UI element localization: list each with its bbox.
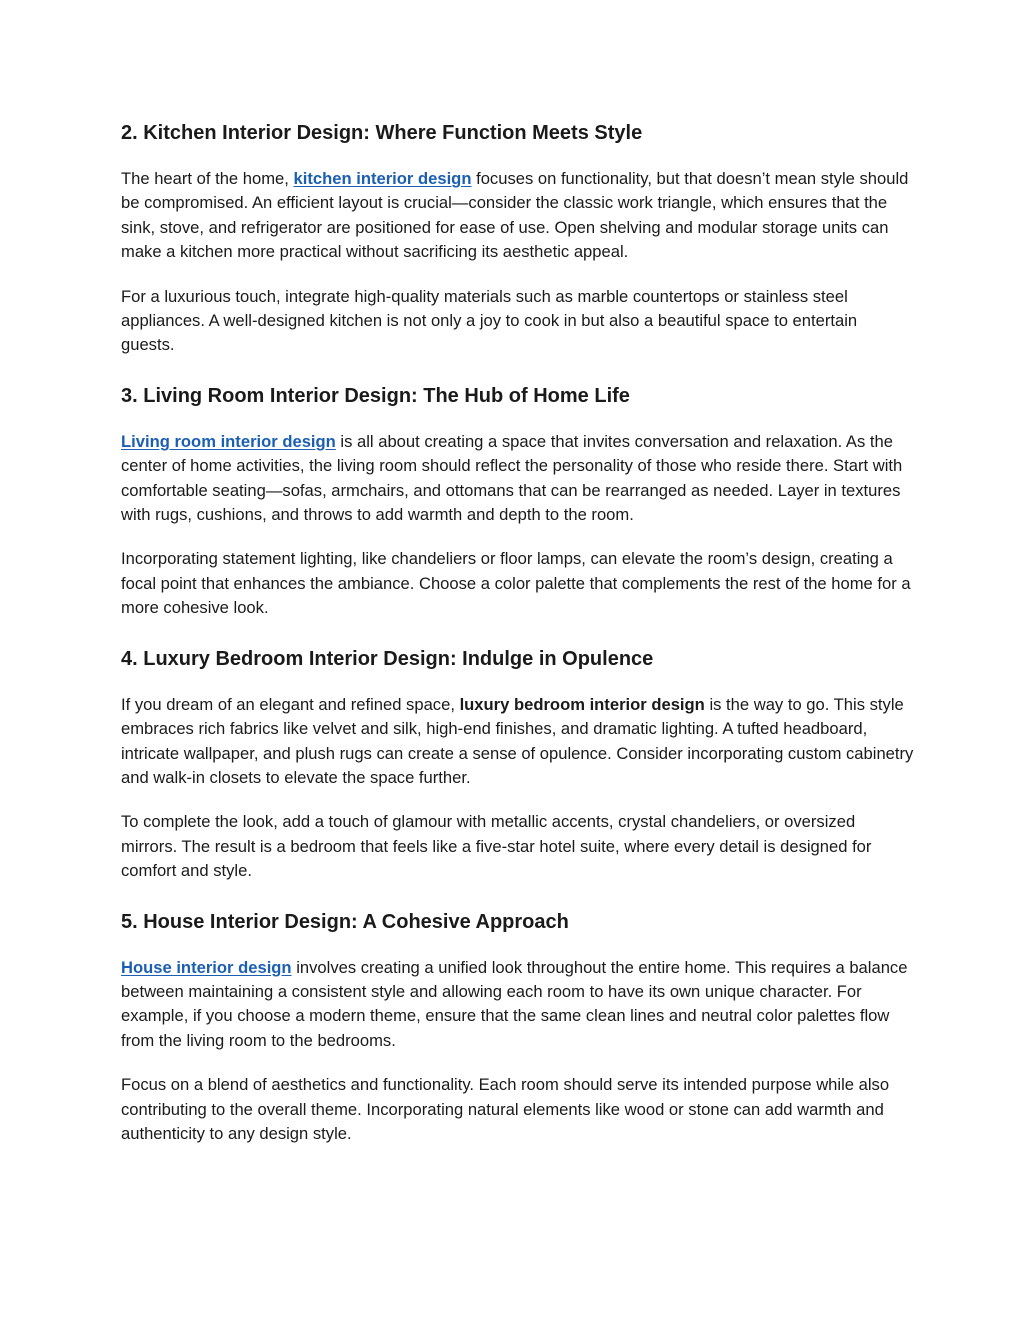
house-paragraph-1 <box>121 956 914 1054</box>
section-kitchen <box>121 119 914 358</box>
living-room-interior-design-link[interactable]: Living room interior design <box>121 431 336 451</box>
house-paragraph-1-body: involves creating a unified look throughout the entire home. This requires a balance between maintaining a consistent style and allowing each room to have its own unique character. For example, if you choose a modern theme, ensure that the same clean lines and neutral color palettes flow from the living room to the bedrooms. <box>121 957 908 1050</box>
living-room-paragraph-1-body: is all about creating a space that invites conversation and relaxation. As the center of home activities, the living room should reflect the personality of those who reside there. Start with comfortable seating—sofas, armchairs, and ottomans that can be rearranged as needed. Layer in textures with rugs, cushions, and throws to add warmth and depth to the room. <box>121 431 903 525</box>
luxury-bedroom-emphasis: luxury bedroom interior design <box>459 694 705 714</box>
living-room-paragraph-2: Incorporating statement lighting, like chandeliers or floor lamps, can elevate the room’s design, creating a focal point that enhances the ambiance. Choose a color palette that complements the rest of the home for a more cohesive look. <box>121 549 911 618</box>
kitchen-paragraph-1-body: focuses on functionality, but that doesn’t mean style should be compromised. An efficient layout is crucial—consider the classic work triangle, which ensures that the sink, stove, and refrigerator are positioned for ease of use. Open shelving and modular storage units can make a kitchen more practical without sacrificing its aesthetic appeal. <box>121 169 909 262</box>
kitchen-interior-design-link[interactable]: kitchen interior design <box>293 169 472 188</box>
kitchen-paragraph-2: For a luxurious touch, integrate high-quality materials such as marble countertops or stainless steel appliances. A well-designed kitchen is not only a joy to cook in but also a beautiful space to entertain guests. <box>121 286 858 355</box>
kitchen-paragraph-1-intro: The heart of the home, <box>121 169 294 188</box>
luxury-bedroom-paragraph-1 <box>121 693 914 791</box>
section-heading-living-room: 3. Living Room Interior Design: The Hub of Home Life <box>121 384 630 407</box>
section-heading-house: 5. House Interior Design: A Cohesive Approach <box>121 910 569 933</box>
section-heading-kitchen: 2. Kitchen Interior Design: Where Function Meets Style <box>121 122 643 144</box>
luxury-bedroom-paragraph-1-body: is the way to go. This style embraces rich fabrics like velvet and silk, high-end finishes, and dramatic lighting. A tufted headboard, intricate wallpaper, and plush rugs can create a sense of opulence. Consider incorporating custom cabinetry and walk-in closets to elevate the space further. <box>121 694 914 787</box>
section-heading-luxury-bedroom: 4. Luxury Bedroom Interior Design: Indulge in Opulence <box>121 647 654 670</box>
section-luxury-bedroom <box>121 645 914 884</box>
section-living-room <box>121 382 914 621</box>
house-paragraph-2: Focus on a blend of aesthetics and functionality. Each room should serve its intended purpose while also contributing to the overall theme. Incorporating natural elements like wood or stone can add warmth and authenticity to any design style. <box>121 1075 890 1143</box>
luxury-bedroom-paragraph-1-intro: If you dream of an elegant and refined space, <box>121 694 460 714</box>
kitchen-paragraph-1 <box>121 167 914 265</box>
section-house <box>121 908 914 1147</box>
house-interior-design-link[interactable]: House interior design <box>121 957 292 977</box>
living-room-paragraph-1 <box>121 430 914 528</box>
luxury-bedroom-paragraph-2: To complete the look, add a touch of glamour with metallic accents, crystal chandeliers, or oversized mirrors. The result is a bedroom that feels like a five-star hotel suite, where every detail is designed for comfort and style. <box>121 812 872 881</box>
